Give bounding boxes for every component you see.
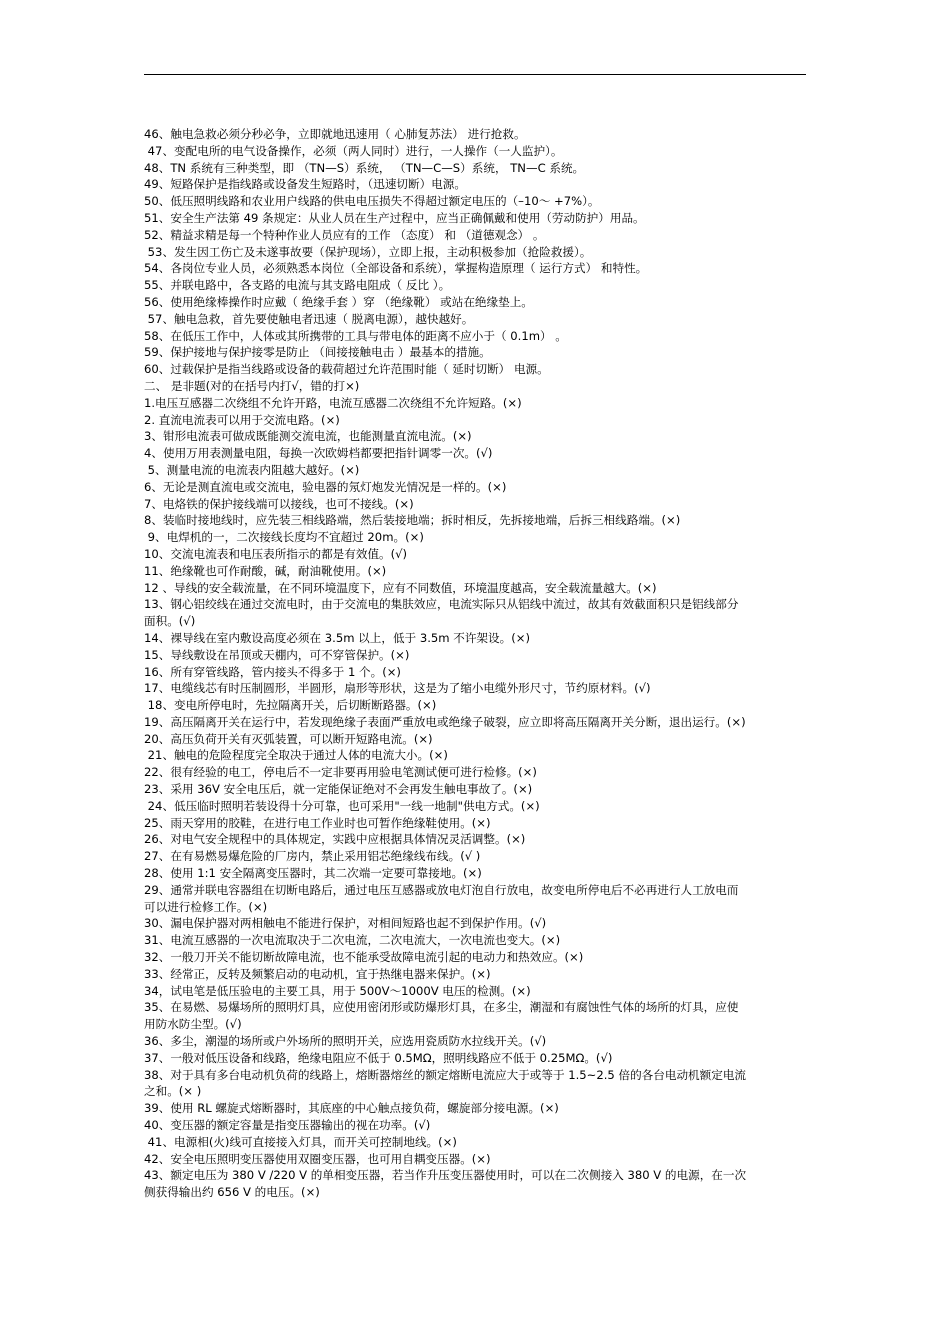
text-line: 32、一般刀开关不能切断故障电流，也不能承受故障电流引起的电动力和热效应。(×) [144,950,584,965]
text-line: 39、使用 RL 螺旋式熔断器时，其底座的中心触点接负荷，螺旋部分接电源。(×) [144,1101,559,1116]
text-line: 42、安全电压照明变压器使用双圈变压器，也可用自耦变压器。(×) [144,1151,491,1166]
text-line: 15、导线敷设在吊顶或天棚内，可不穿管保护。(×) [144,647,410,662]
text-line: 2. 直流电流表可以用于交流电路。(×) [144,412,340,427]
text-line: 16、所有穿管线路，管内接头不得多于 1 个。(×) [144,664,401,679]
text-line: 41、电源相(火)线可直接接入灯具，而开关可控制地线。(×) [144,1134,457,1149]
text-line: 40、变压器的额定容量是指变压器输出的视在功率。(√) [144,1118,431,1133]
text-line: 46、触电急救必须分秒必争，立即就地迅速用（ 心肺复苏法） 进行抢救。 [144,127,526,141]
text-line: 18、变电所停电时，先拉隔离开关，后切断断路器。(×) [144,698,437,713]
text-line: 21、触电的危险程度完全取决于通过人体的电流大小。(×) [144,748,448,763]
text-line: 33、经常正，反转及频繁启动的电动机，宜于热继电器来保护。(×) [144,966,491,981]
text-line: 20、高压负荷开关有灭弧装置，可以断开短路电流。(×) [144,731,433,746]
text-line: 36、多尘，潮湿的场所或户外场所的照明开关，应选用瓷质防水拉线开关。(√) [144,1034,547,1049]
text-line: 43、额定电压为 380 V /220 V 的单相变压器，若当作升压变压器使用时，可以在二次侧接入 380 V 的电源，在一次 [144,1168,747,1183]
text-line: 二、 是非题(对的在括号内打√，错的打×) [144,378,360,393]
text-line: 47、变配电所的电气设备操作，必须（两人同时）进行，一人操作（一人监护）。 [144,143,563,158]
text-line: 25、雨天穿用的胶鞋，在进行电工作业时也可暂作绝缘鞋使用。(×) [144,815,491,830]
text-line: 56、使用绝缘棒操作时应戴（ 绝缘手套 ）穿 （绝缘靴） 或站在绝缘垫上。 [144,294,533,309]
text-line: 8、装临时接地线时，应先装三相线路端，然后装接地端；拆时相反，先拆接地端，后拆三相线路端。(×) [144,513,681,528]
text-line: 之和。(× ) [144,1084,202,1099]
text-line: 53、发生因工伤亡及未遂事故要（保护现场），立即上报，主动积极参加（抢险救援）。 [144,244,592,259]
text-line: 11、绝缘靴也可作耐酸，碱，耐油靴使用。(×) [144,563,387,578]
text-line: 50、低压照明线路和农业用户线路的供电电压损失不得超过额定电压的（–10～ +7%）。 [144,194,600,209]
text-line: 13、钢心铝绞线在通过交流电时，由于交流电的集肤效应，电流实际只从铝线中流过，故其有效截面积只是铝线部分 [144,597,739,612]
text-line: 54、各岗位专业人员，必须熟悉本岗位（全部设备和系统），掌握构造原理（ 运行方式） 和特性。 [144,261,648,276]
text-line: 19、高压隔离开关在运行中，若发现绝缘子表面严重放电或绝缘子破裂，应立即将高压隔离开关分断，退出运行。(×) [144,714,746,729]
text-line: 51、安全生产法第 49 条规定：从业人员在生产过程中，应当正确佩戴和使用（劳动防护）用品。 [144,210,645,225]
text-line: 14、裸导线在室内敷设高度必须在 3.5m 以上，低于 3.5m 不许架设。(×) [144,630,530,645]
text-line: 用防水防尘型。(√) [144,1017,242,1032]
text-line: 35、在易燃、易爆场所的照明灯具，应使用密闭形或防爆形灯具，在多尘，潮湿和有腐蚀性气体的场所的灯具，应使 [144,1000,739,1015]
text-line: 17、电缆线芯有时压制圆形，半圆形，扇形等形状，这是为了缩小电缆外形尺寸，节约原材料。(√) [144,681,651,696]
text-line: 可以进行检修工作。(×) [144,899,268,914]
text-line: 面积。(√) [144,614,196,629]
text-line: 侧获得输出约 656 V 的电压。(×) [144,1185,320,1200]
text-line: 12 、导线的安全载流量，在不同环境温度下，应有不同数值，环境温度越高，安全载流量越大。(×) [144,580,657,595]
text-line: 5、测量电流的电流表内阻越大越好。(×) [144,462,360,477]
text-line: 4、使用万用表测量电阻，每换一次欧姆档都要把指针调零一次。(√) [144,446,493,461]
text-line: 6、无论是测直流电或交流电，验电器的氖灯炮发光情况是一样的。(×) [144,479,507,494]
text-line: 29、通常并联电容器组在切断电路后，通过电压互感器或放电灯泡自行放电，故变电所停电后不必再进行人工放电而 [144,882,739,897]
text-line: 24、低压临时照明若装设得十分可靠，也可采用"一线一地制"供电方式。(×) [144,798,540,813]
text-line: 34，试电笔是低压验电的主要工具，用于 500V～1000V 电压的检测。(×) [144,983,531,998]
text-line: 9、电焊机的一，二次接线长度均不宜超过 20m。(×) [144,530,424,545]
text-line: 60、过载保护是指当线路或设备的载荷超过允许范围时能（ 延时切断） 电源。 [144,362,549,377]
text-line: 27、在有易燃易爆危险的厂房内，禁止采用铝芯绝缘线布线。(√ ) [144,849,481,864]
text-line: 23、采用 36V 安全电压后，就一定能保证绝对不会再发生触电事故了。(×) [144,782,533,797]
text-line: 28、使用 1:1 安全隔离变压器时，其二次端一定要可靠接地。(×) [144,866,482,881]
text-line: 31、电流互感器的一次电流取决于二次电流，二次电流大，一次电流也变大。(×) [144,933,561,948]
text-line: 57、触电急救，首先要使触电者迅速（ 脱离电源），越快越好。 [144,311,474,326]
text-line: 58、在低压工作中，人体或其所携带的工具与带电体的距离不应小于（ 0.1m） 。 [144,328,567,343]
document-body [144,126,808,1201]
text-line: 38、对于具有多台电动机负荷的线路上，熔断器熔丝的额定熔断电流应大于或等于 1.5~2.5 倍的各台电动机额定电流 [144,1067,747,1082]
text-line: 1.电压互感器二次绕组不允许开路，电流互感器二次绕组不允许短路。(×) [144,395,522,410]
text-line: 48、TN 系统有三种类型，即 （TN—S）系统， （TN—C—S）系统， TN—C 系统。 [144,160,585,175]
text-line: 22、很有经验的电工，停电后不一定非要再用验电笔测试便可进行检修。(×) [144,765,537,780]
header-rule [144,74,806,75]
text-line: 3、钳形电流表可做成既能测交流电流，也能测量直流电流。(×) [144,429,472,444]
text-line: 59、保护接地与保护接零是防止 （间接接触电击 ）最基本的措施。 [144,345,491,360]
text-line: 26、对电气安全规程中的具体规定，实践中应根据具体情况灵活调整。(×) [144,832,526,847]
text-line: 7、电烙铁的保护接线端可以接线，也可不接线。(×) [144,496,414,511]
text-line: 55、并联电路中，各支路的电流与其支路电阻成（ 反比 ）。 [144,278,451,293]
text-line: 30、漏电保护器对两相触电不能进行保护，对相间短路也起不到保护作用。(√) [144,916,547,931]
text-line: 10、交流电流表和电压表所指示的都是有效值。(√) [144,546,408,561]
text-line: 37、一般对低压设备和线路，绝缘电阻应不低于 0.5MΩ，照明线路应不低于 0.25MΩ。(√) [144,1050,613,1065]
text-line: 52、精益求精是每一个特种作业人员应有的工作 （态度） 和 （道德观念） 。 [144,227,545,242]
text-line: 49、短路保护是指线路或设备发生短路时，（迅速切断）电源。 [144,177,466,192]
